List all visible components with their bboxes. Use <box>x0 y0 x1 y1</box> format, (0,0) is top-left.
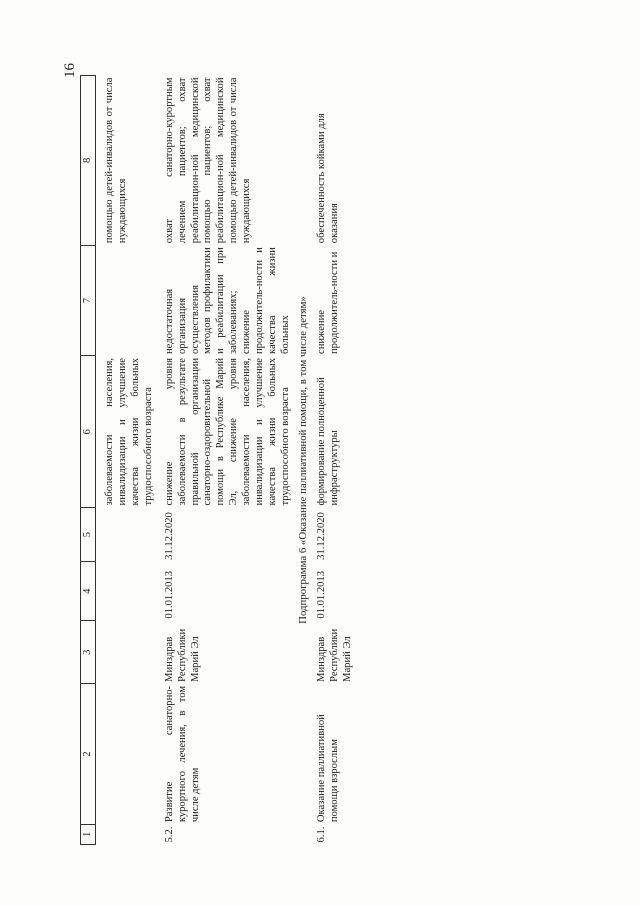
expected-result: формирование полноценной инфраструктуры <box>316 377 340 506</box>
table-row-continuation <box>104 76 156 845</box>
continuation-indicator: помощью детей-инвалидов от числа нуждающихся <box>104 77 128 244</box>
risk-consequences: недостаточная организация осуществления методов профилактики и реабилитации при заболеваниях; снижение продолжитель-ности и качества жизни больных <box>163 247 291 354</box>
subprogram-title: Подпрограмма 6 «Оказание паллиативной помощи, в том числе детям» <box>296 296 309 624</box>
indicator-link: обеспеченность койками для оказания <box>316 113 340 244</box>
end-date: 31.12.2020 <box>316 512 328 560</box>
table-row-5-2 <box>164 76 293 845</box>
executor: Минздрав Республики Марий Эл <box>316 628 353 682</box>
expected-result: снижение уровня заболеваемости в результате правильной организации санаторно-оздоровительной помощи в Республике Марий Эл, снижение уровня заболеваемости населения, инвалидизации и улучшение качества жизни больных трудоспособного возраста <box>163 358 291 506</box>
header-col-5: 5 <box>81 508 96 562</box>
start-date: 01.01.2013 <box>163 570 175 619</box>
measure-name: Оказание паллиативной помощи взрослым <box>316 714 340 823</box>
header-col-8: 8 <box>81 76 96 246</box>
header-col-2: 2 <box>81 684 96 824</box>
header-col-7: 7 <box>81 245 96 356</box>
header-col-4: 4 <box>81 562 96 621</box>
header-row <box>81 76 96 845</box>
header-col-1: 1 <box>81 824 96 844</box>
table-row-6-1 <box>316 76 355 845</box>
end-date: 31.12.2020 <box>163 512 175 560</box>
executor: Минздрав Республики Марий Эл <box>163 628 201 682</box>
start-date: 01.01.2013 <box>316 570 328 619</box>
risk-consequences: снижение продолжитель-ности и <box>316 251 340 354</box>
header-col-6: 6 <box>81 356 96 508</box>
continuation-result: заболеваемости населения, инвалидизации и улучшение качества жизни больных трудоспособного возраста <box>104 358 154 506</box>
measure-name: Развитие санаторно-курортного лечения, в том числе детям <box>163 685 201 823</box>
row-number: 5.2. <box>163 826 175 843</box>
page-number: 16 <box>62 63 78 78</box>
row-number: 6.1. <box>316 826 328 843</box>
indicator-link: охват санаторно-курортным лечением пациентов; охват реабилитацион-ной медицинской помощью пациентов; охват реабилитацион-ной медицинской помощью детей-инвалидов от числа нуждающихся <box>163 77 253 244</box>
rotated-table-sheet <box>80 75 540 845</box>
program-table <box>80 75 355 845</box>
header-col-3: 3 <box>81 621 96 684</box>
